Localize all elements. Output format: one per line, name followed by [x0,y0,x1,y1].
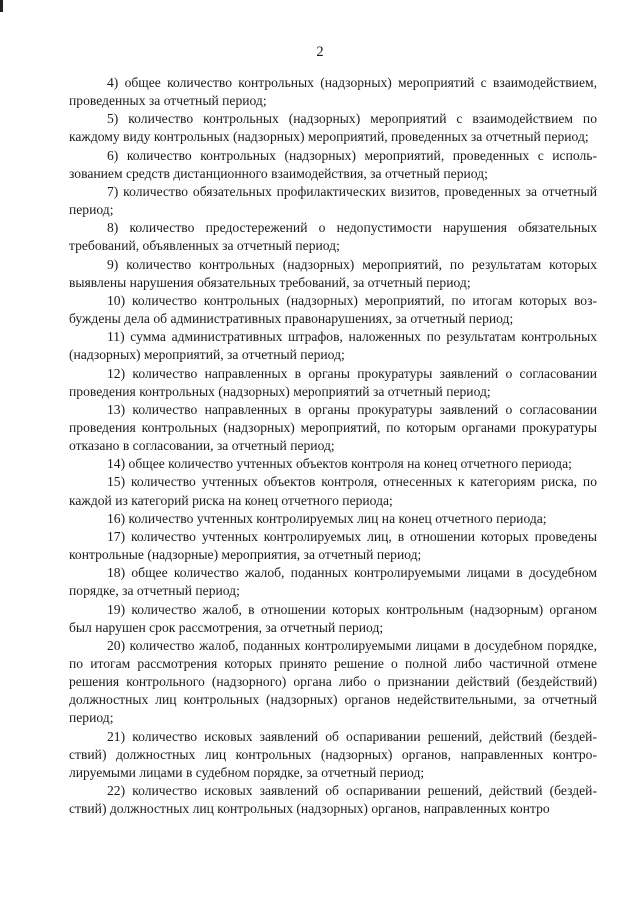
list-item-9: 9) количество контрольных (надзорных) мероприятий, по результатам которых выявлены нарушения обязательных требований, за отчетный период; [69,256,597,290]
list-item-19: 19) количество жалоб, в отношении которых контрольным (надзорным) органом был нарушен срок рассмотрения, за отчетный период; [69,601,597,635]
list-item-4: 4) общее количество контрольных (надзорных) мероприятий с взаимодействием, проведенных за отчетный период; [69,75,597,109]
document-body [69,74,597,818]
list-item-5: 5) количество контрольных (надзорных) мероприятий с взаимодействием по каждому виду контрольных (надзорных) мероприятий, проведенных за отчетный период; [69,111,597,145]
list-item-20: 20) количество жалоб, поданных контролируемыми лицами в досудебном порядке, по итогам рассмотрения которых принято решение о полной либо частичной отмене решения контрольного (надзорного) органа либо о признании действий (бездействий) должностных лиц контрольных (надзорных) органов недействительными, за отчетный период; [69,637,597,726]
list-item-15: 15) количество учтенных объектов контроля, отнесенных к категориям риска, по каждой из категорий риска на конец отчетного периода; [69,474,597,508]
list-item-10: 10) количество контрольных (надзорных) мероприятий, по итогам которых возбуждены дела об административных правонарушениях, за отчетный период; [69,292,597,327]
page-number: 2 [316,44,324,60]
list-item-12: 12) количество направленных в органы прокуратуры заявлений о согласовании проведения контрольных (надзорных) мероприятий за отчетный период; [69,365,597,399]
list-item-18: 18) общее количество жалоб, поданных контролируемыми лицами в досудебном порядке, за отчетный период; [69,565,597,599]
list-item-8: 8) количество предостережений о недопустимости нарушения обязательных требований, объявленных за отчетный период; [69,220,597,254]
list-item-22: 22) количество исковых заявлений об оспаривании решений, действий (бездействий) должностных лиц контрольных (надзорных) органов, направленных контро [69,783,597,817]
list-item-11: 11) сумма административных штрафов, наложенных по результатам контрольных (надзорных) мероприятий, за отчетный период; [69,329,597,363]
list-item-14: 14) общее количество учтенных объектов контроля на конец отчетного периода; [107,456,572,472]
list-item-6: 6) количество контрольных (надзорных) мероприятий, проведенных с использованием средств дистанционного взаимодействия, за отчетный период; [69,147,597,181]
scan-corner-mark [0,0,3,12]
list-item-17: 17) количество учтенных контролируемых лиц, в отношении которых проведены контрольные (надзорные) мероприятия, за отчетный период; [69,528,597,563]
list-item-7: 7) количество обязательных профилактических визитов, проведенных за отчетный период; [69,183,597,218]
list-item-13: 13) количество направленных в органы прокуратуры заявлений о согласовании проведения контрольных (надзорных) мероприятий, по которым органами прокуратуры отказано в согласовании, за отчетный период; [69,401,597,454]
list-item-16: 16) количество учтенных контролируемых лиц на конец отчетного периода; [107,510,547,526]
list-item-21: 21) количество исковых заявлений об оспаривании решений, действий (бездействий) должностных лиц контрольных (надзорных) органов, направленных контролируемыми лицами в судебном порядке, за отчетный период; [69,728,597,780]
